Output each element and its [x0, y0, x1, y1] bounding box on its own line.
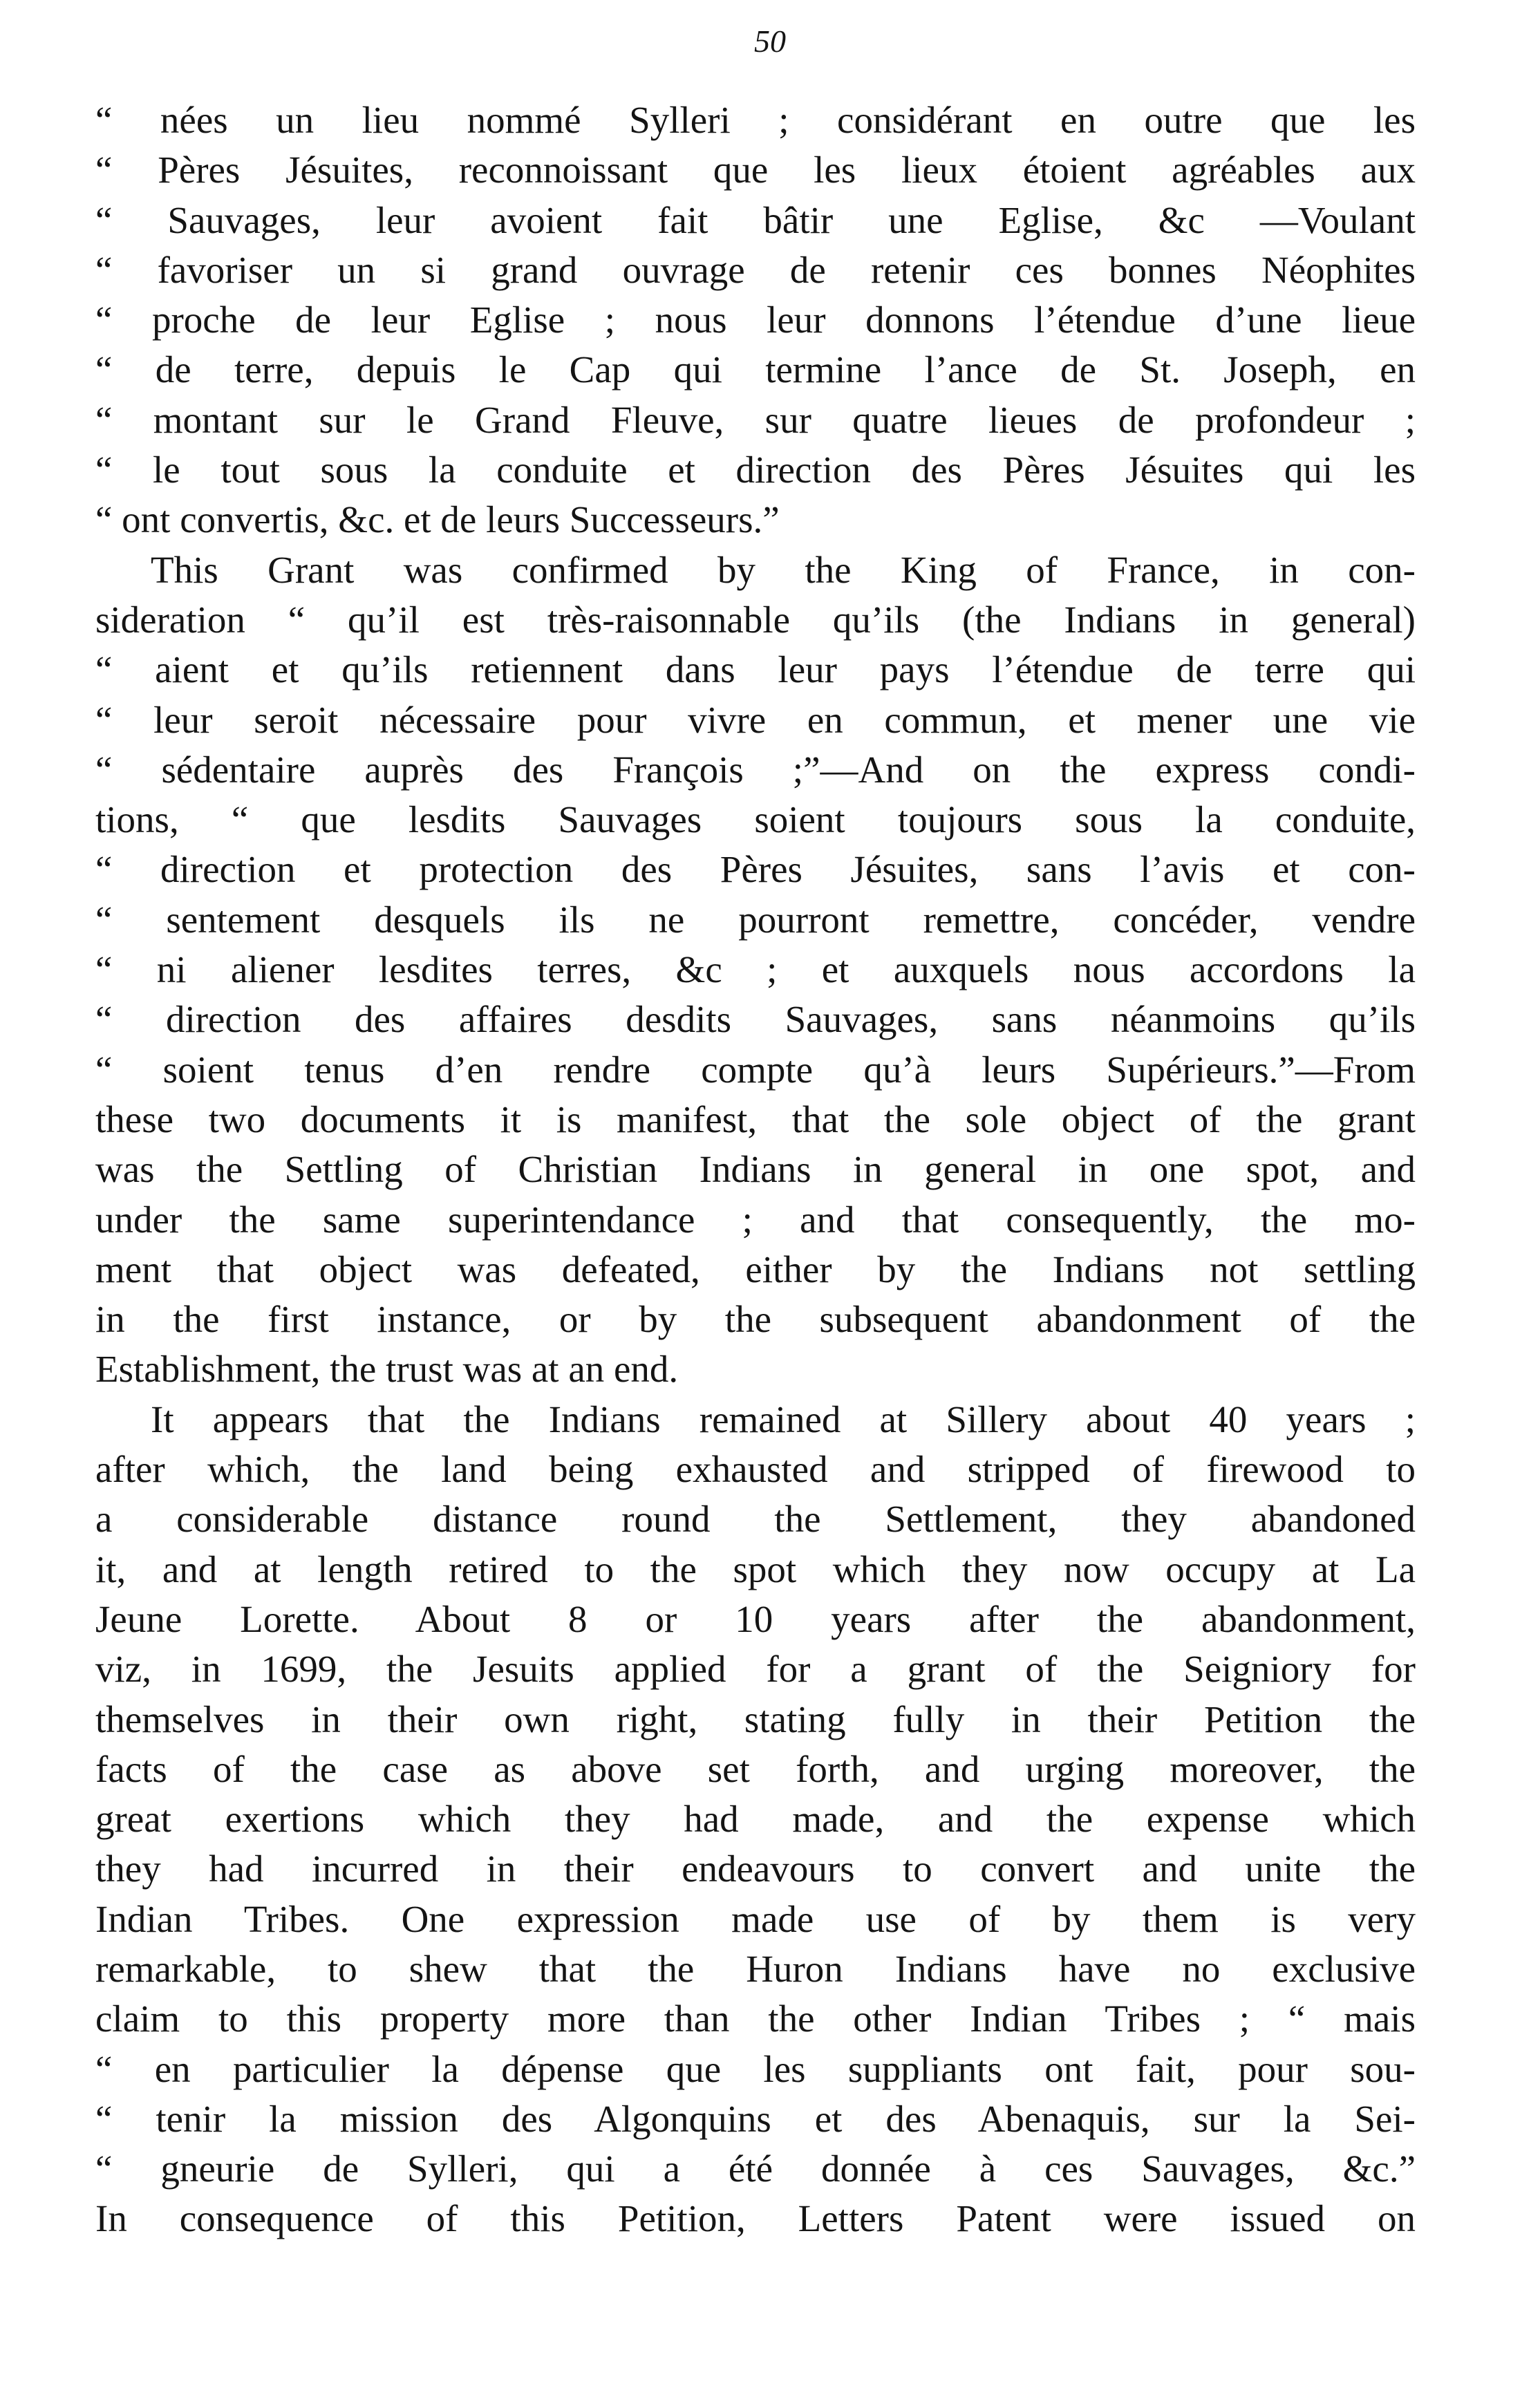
text-line-36: they had incurred in their endeavours to convert and unite the [95, 1848, 1416, 1890]
text-line-6: “ de terre, depuis le Cap qui termine l’ance de St. Joseph, en [95, 348, 1416, 391]
text-line-40: “ en particulier la dépense que les suppliants ont fait, pour sou- [95, 2047, 1416, 2090]
text-line-22: was the Settling of Christian Indians in general in one spot, and [95, 1148, 1416, 1191]
text-line-43: In consequence of this Petition, Letters Patent were issued on [95, 2197, 1416, 2240]
text-line-14: “ sédentaire auprès des François ;”—And on the express condi- [95, 748, 1416, 791]
text-line-4: “ favoriser un si grand ouvrage de retenir ces bonnes Néophites [95, 248, 1416, 291]
text-line-16: “ direction et protection des Pères Jésuites, sans l’avis et con- [95, 848, 1416, 891]
text-line-38: remarkable, to shew that the Huron Indians have no exclusive [95, 1947, 1416, 1990]
text-line-20: “ soient tenus d’en rendre compte qu’à leurs Supérieurs.”—From [95, 1048, 1416, 1091]
text-line-42: “ gneurie de Sylleri, qui a été donnée à ces Sauvages, &c.” [95, 2147, 1416, 2190]
text-line-1: “ nées un lieu nommé Sylleri ; considérant en outre que les [95, 99, 1416, 141]
text-line-7: “ montant sur le Grand Fleuve, sur quatre lieues de profondeur ; [95, 398, 1416, 441]
text-line-26: Establishment, the trust was at an end. [95, 1348, 679, 1391]
text-line-9: “ ont convertis, &c. et de leurs Successeurs.” [95, 498, 780, 541]
text-line-28: after which, the land being exhausted and stripped of firewood to [95, 1448, 1416, 1491]
text-line-30: it, and at length retired to the spot which they now occupy at La [95, 1548, 1416, 1590]
text-line-11: sideration “ qu’il est très-raisonnable qu’ils (the Indians in general) [95, 598, 1416, 641]
text-line-2: “ Pères Jésuites, reconnoissant que les lieux étoient agréables aux [95, 149, 1416, 191]
text-line-19: “ direction des affaires desdits Sauvages, sans néanmoins qu’ils [95, 998, 1416, 1041]
text-line-33: themselves in their own right, stating fully in their Petition the [95, 1698, 1416, 1740]
page-number: 50 [754, 24, 786, 59]
text-line-37: Indian Tribes. One expression made use of by them is very [95, 1897, 1416, 1940]
text-line-25: in the first instance, or by the subsequent abandonment of the [95, 1298, 1416, 1341]
text-line-24: ment that object was defeated, either by the Indians not settling [95, 1248, 1416, 1290]
text-line-21: these two documents it is manifest, that the sole object of the grant [95, 1098, 1416, 1140]
text-line-41: “ tenir la mission des Algonquins et des Abenaquis, sur la Sei- [95, 2097, 1416, 2140]
text-line-8: “ le tout sous la conduite et direction des Pères Jésuites qui les [95, 449, 1416, 491]
text-line-34: facts of the case as above set forth, and urging moreover, the [95, 1747, 1416, 1790]
text-line-23: under the same superintendance ; and that consequently, the mo- [95, 1198, 1416, 1241]
text-line-29: a considerable distance round the Settlement, they abandoned [95, 1498, 1416, 1541]
body-text [95, 95, 1416, 2244]
text-line-10: This Grant was confirmed by the King of France, in con- [151, 548, 1416, 591]
text-line-3: “ Sauvages, leur avoient fait bâtir une Eglise, &c —Voulant [95, 198, 1416, 241]
text-line-32: viz, in 1699, the Jesuits applied for a grant of the Seigniory for [95, 1648, 1416, 1691]
text-line-35: great exertions which they had made, and the expense which [95, 1798, 1416, 1841]
text-line-18: “ ni aliener lesdites terres, &c ; et auxquels nous accordons la [95, 948, 1416, 991]
text-line-15: tions, “ que lesdits Sauvages soient toujours sous la conduite, [95, 798, 1416, 841]
text-line-5: “ proche de leur Eglise ; nous leur donnons l’étendue d’une lieue [95, 299, 1416, 341]
text-line-12: “ aient et qu’ils retiennent dans leur pays l’étendue de terre qui [95, 648, 1416, 691]
text-line-39: claim to this property more than the other Indian Tribes ; “ mais [95, 1998, 1416, 2040]
text-line-17: “ sentement desquels ils ne pourront remettre, concéder, vendre [95, 898, 1416, 941]
text-line-13: “ leur seroit nécessaire pour vivre en commun, et mener une vie [95, 698, 1416, 741]
text-line-27: It appears that the Indians remained at Sillery about 40 years ; [151, 1398, 1416, 1440]
text-line-31: Jeune Lorette. About 8 or 10 years after the abandonment, [95, 1597, 1416, 1640]
